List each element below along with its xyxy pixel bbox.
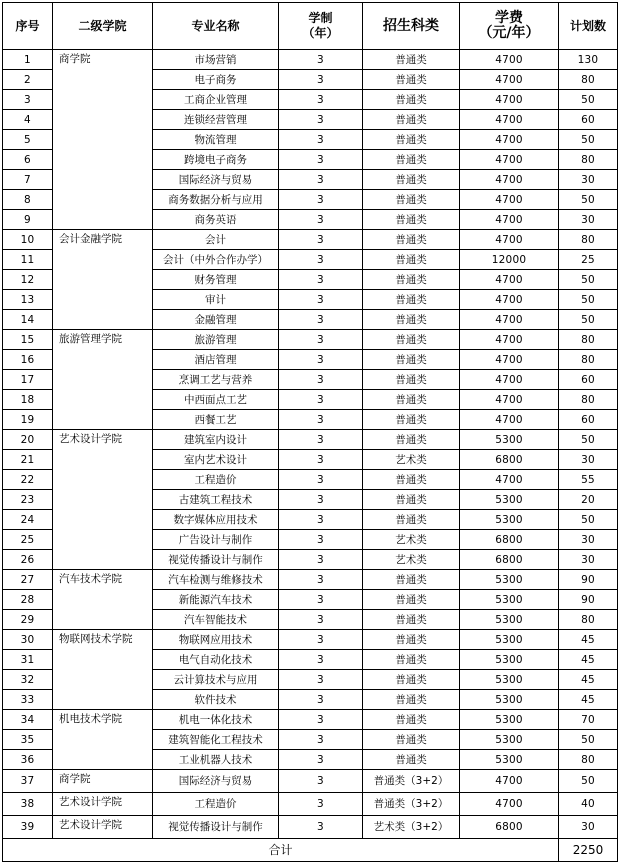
cell-major: 中西面点工艺 (153, 390, 279, 410)
cell-seq: 21 (3, 450, 53, 470)
cell-seq: 11 (3, 250, 53, 270)
cell-type: 普通类 (363, 710, 460, 730)
cell-type: 普通类 (363, 70, 460, 90)
cell-type: 普通类 (363, 110, 460, 130)
cell-plan: 50 (559, 90, 618, 110)
cell-fee: 4700 (460, 210, 559, 230)
cell-fee: 4700 (460, 170, 559, 190)
cell-fee: 6800 (460, 530, 559, 550)
cell-college: 物联网技术学院 (53, 630, 153, 710)
cell-type: 普通类 (363, 190, 460, 210)
cell-years: 3 (279, 730, 363, 750)
cell-seq: 26 (3, 550, 53, 570)
cell-plan: 45 (559, 690, 618, 710)
cell-years: 3 (279, 710, 363, 730)
table-row (3, 430, 618, 450)
cell-seq: 18 (3, 390, 53, 410)
cell-seq: 9 (3, 210, 53, 230)
cell-college: 机电技术学院 (53, 710, 153, 770)
cell-type: 普通类 (363, 630, 460, 650)
cell-fee: 4700 (460, 410, 559, 430)
table-row (3, 50, 618, 70)
cell-major: 电气自动化技术 (153, 650, 279, 670)
table-body (3, 50, 618, 839)
cell-major: 国际经济与贸易 (153, 170, 279, 190)
cell-type: 普通类 (363, 250, 460, 270)
cell-years: 3 (279, 610, 363, 630)
cell-fee: 4700 (460, 390, 559, 410)
cell-years: 3 (279, 150, 363, 170)
cell-fee: 4700 (460, 190, 559, 210)
cell-plan: 60 (559, 110, 618, 130)
cell-fee: 4700 (460, 90, 559, 110)
cell-plan: 130 (559, 50, 618, 70)
cell-fee: 5300 (460, 670, 559, 690)
cell-plan: 60 (559, 370, 618, 390)
cell-plan: 80 (559, 390, 618, 410)
header-row (3, 3, 618, 50)
cell-plan: 80 (559, 610, 618, 630)
cell-major: 建筑智能化工程技术 (153, 730, 279, 750)
cell-major: 视觉传播设计与制作 (153, 816, 279, 839)
cell-type: 普通类 (363, 350, 460, 370)
cell-seq: 31 (3, 650, 53, 670)
cell-fee: 5300 (460, 510, 559, 530)
cell-seq: 7 (3, 170, 53, 190)
cell-years: 3 (279, 70, 363, 90)
header-duration (279, 3, 363, 50)
cell-years: 3 (279, 470, 363, 490)
cell-plan: 45 (559, 670, 618, 690)
cell-major: 会计（中外合作办学） (153, 250, 279, 270)
header-fee (460, 3, 559, 50)
cell-plan: 80 (559, 230, 618, 250)
table-row (3, 570, 618, 590)
cell-fee: 4700 (460, 110, 559, 130)
cell-fee: 5300 (460, 610, 559, 630)
cell-seq: 20 (3, 430, 53, 450)
cell-fee: 5300 (460, 650, 559, 670)
cell-type: 普通类 (363, 330, 460, 350)
cell-years: 3 (279, 410, 363, 430)
cell-type: 普通类 (363, 470, 460, 490)
table-row (3, 230, 618, 250)
cell-fee: 6800 (460, 450, 559, 470)
cell-plan: 50 (559, 290, 618, 310)
cell-years: 3 (279, 570, 363, 590)
cell-type: 普通类 (363, 610, 460, 630)
cell-years: 3 (279, 250, 363, 270)
cell-plan: 30 (559, 450, 618, 470)
cell-plan: 50 (559, 310, 618, 330)
cell-years: 3 (279, 750, 363, 770)
cell-major: 市场营销 (153, 50, 279, 70)
header-college: 二级学院 (53, 3, 153, 50)
cell-plan: 25 (559, 250, 618, 270)
cell-fee: 4700 (460, 470, 559, 490)
cell-fee: 6800 (460, 816, 559, 839)
header-fee-line2: （元/年） (478, 25, 540, 41)
cell-seq: 4 (3, 110, 53, 130)
header-plan: 计划数 (559, 3, 618, 50)
cell-plan: 50 (559, 770, 618, 793)
cell-major: 会计 (153, 230, 279, 250)
cell-plan: 80 (559, 750, 618, 770)
cell-seq: 38 (3, 793, 53, 816)
cell-college: 汽车技术学院 (53, 570, 153, 630)
table-row (3, 816, 618, 839)
cell-college: 商学院 (53, 50, 153, 230)
cell-seq: 5 (3, 130, 53, 150)
cell-years: 3 (279, 130, 363, 150)
cell-major: 跨境电子商务 (153, 150, 279, 170)
cell-plan: 90 (559, 570, 618, 590)
cell-plan: 50 (559, 430, 618, 450)
cell-type: 普通类 (363, 690, 460, 710)
cell-seq: 15 (3, 330, 53, 350)
cell-fee: 4700 (460, 290, 559, 310)
enrollment-plan-table-wrapper (2, 2, 618, 862)
cell-major: 烹调工艺与营养 (153, 370, 279, 390)
cell-fee: 5300 (460, 570, 559, 590)
cell-fee: 5300 (460, 490, 559, 510)
cell-fee: 4700 (460, 130, 559, 150)
cell-fee: 4700 (460, 350, 559, 370)
cell-seq: 1 (3, 50, 53, 70)
header-type: 招生科类 (363, 3, 460, 50)
header-duration-line2: （年） (302, 26, 339, 40)
cell-seq: 23 (3, 490, 53, 510)
cell-college: 旅游管理学院 (53, 330, 153, 430)
cell-years: 3 (279, 770, 363, 793)
cell-type: 普通类 (363, 730, 460, 750)
cell-years: 3 (279, 430, 363, 450)
cell-seq: 28 (3, 590, 53, 610)
cell-college: 艺术设计学院 (53, 430, 153, 570)
cell-seq: 12 (3, 270, 53, 290)
cell-fee: 5300 (460, 690, 559, 710)
cell-major: 云计算技术与应用 (153, 670, 279, 690)
cell-major: 酒店管理 (153, 350, 279, 370)
cell-years: 3 (279, 310, 363, 330)
cell-years: 3 (279, 793, 363, 816)
cell-fee: 4700 (460, 270, 559, 290)
cell-years: 3 (279, 50, 363, 70)
cell-years: 3 (279, 270, 363, 290)
cell-fee: 4700 (460, 70, 559, 90)
cell-major: 国际经济与贸易 (153, 770, 279, 793)
cell-plan: 30 (559, 816, 618, 839)
cell-type: 普通类 (363, 650, 460, 670)
cell-plan: 50 (559, 510, 618, 530)
cell-type: 艺术类 (363, 530, 460, 550)
cell-years: 3 (279, 550, 363, 570)
table-row (3, 793, 618, 816)
cell-plan: 30 (559, 210, 618, 230)
cell-major: 连锁经营管理 (153, 110, 279, 130)
cell-college: 会计金融学院 (53, 230, 153, 330)
cell-fee: 5300 (460, 630, 559, 650)
cell-fee: 4700 (460, 793, 559, 816)
cell-fee: 4700 (460, 770, 559, 793)
cell-type: 普通类 (363, 490, 460, 510)
cell-major: 审计 (153, 290, 279, 310)
cell-fee: 5300 (460, 710, 559, 730)
cell-seq: 8 (3, 190, 53, 210)
enrollment-plan-table (2, 2, 618, 862)
cell-major: 工商企业管理 (153, 90, 279, 110)
cell-years: 3 (279, 390, 363, 410)
cell-type: 普通类 (363, 210, 460, 230)
cell-major: 新能源汽车技术 (153, 590, 279, 610)
cell-seq: 33 (3, 690, 53, 710)
cell-fee: 4700 (460, 310, 559, 330)
cell-years: 3 (279, 370, 363, 390)
cell-seq: 37 (3, 770, 53, 793)
cell-type: 普通类 (363, 150, 460, 170)
header-major: 专业名称 (153, 3, 279, 50)
cell-seq: 32 (3, 670, 53, 690)
cell-type: 普通类 (363, 230, 460, 250)
total-row (3, 839, 618, 862)
cell-plan: 80 (559, 350, 618, 370)
cell-fee: 4700 (460, 50, 559, 70)
cell-plan: 90 (559, 590, 618, 610)
cell-major: 室内艺术设计 (153, 450, 279, 470)
cell-seq: 19 (3, 410, 53, 430)
cell-seq: 25 (3, 530, 53, 550)
cell-seq: 39 (3, 816, 53, 839)
cell-years: 3 (279, 510, 363, 530)
header-seq: 序号 (3, 3, 53, 50)
cell-years: 3 (279, 816, 363, 839)
cell-fee: 5300 (460, 430, 559, 450)
table-row (3, 710, 618, 730)
cell-years: 3 (279, 350, 363, 370)
cell-plan: 45 (559, 630, 618, 650)
cell-type: 普通类 (363, 50, 460, 70)
total-label: 合计 (3, 839, 559, 862)
cell-type: 普通类 (363, 590, 460, 610)
header-fee-line1: 学费 (495, 10, 523, 26)
cell-major: 软件技术 (153, 690, 279, 710)
cell-seq: 3 (3, 90, 53, 110)
cell-years: 3 (279, 490, 363, 510)
table-footer (3, 839, 618, 862)
cell-college: 艺术设计学院 (53, 793, 153, 816)
table-row (3, 330, 618, 350)
cell-major: 财务管理 (153, 270, 279, 290)
cell-years: 3 (279, 630, 363, 650)
cell-seq: 27 (3, 570, 53, 590)
cell-type: 普通类（3+2） (363, 770, 460, 793)
cell-fee: 5300 (460, 730, 559, 750)
cell-seq: 2 (3, 70, 53, 90)
cell-type: 普通类 (363, 750, 460, 770)
cell-plan: 70 (559, 710, 618, 730)
cell-years: 3 (279, 290, 363, 310)
table-row (3, 770, 618, 793)
cell-plan: 60 (559, 410, 618, 430)
cell-years: 3 (279, 110, 363, 130)
cell-major: 工业机器人技术 (153, 750, 279, 770)
cell-years: 3 (279, 190, 363, 210)
cell-plan: 30 (559, 530, 618, 550)
cell-fee: 4700 (460, 230, 559, 250)
header-duration-line1: 学制 (308, 11, 333, 25)
cell-seq: 13 (3, 290, 53, 310)
cell-seq: 10 (3, 230, 53, 250)
cell-seq: 36 (3, 750, 53, 770)
cell-major: 汽车智能技术 (153, 610, 279, 630)
cell-years: 3 (279, 170, 363, 190)
cell-plan: 80 (559, 150, 618, 170)
cell-plan: 80 (559, 70, 618, 90)
table-header (3, 3, 618, 50)
cell-major: 机电一体化技术 (153, 710, 279, 730)
cell-seq: 17 (3, 370, 53, 390)
cell-type: 普通类 (363, 370, 460, 390)
cell-seq: 35 (3, 730, 53, 750)
cell-fee: 5300 (460, 590, 559, 610)
cell-major: 商务数据分析与应用 (153, 190, 279, 210)
cell-plan: 55 (559, 470, 618, 490)
cell-plan: 50 (559, 730, 618, 750)
cell-seq: 30 (3, 630, 53, 650)
cell-years: 3 (279, 230, 363, 250)
cell-type: 艺术类 (363, 450, 460, 470)
cell-major: 汽车检测与维修技术 (153, 570, 279, 590)
cell-type: 普通类 (363, 390, 460, 410)
cell-seq: 29 (3, 610, 53, 630)
cell-type: 普通类 (363, 510, 460, 530)
cell-type: 普通类 (363, 130, 460, 150)
cell-major: 电子商务 (153, 70, 279, 90)
cell-major: 西餐工艺 (153, 410, 279, 430)
total-value: 2250 (559, 839, 618, 862)
cell-seq: 16 (3, 350, 53, 370)
cell-major: 工程造价 (153, 793, 279, 816)
cell-plan: 20 (559, 490, 618, 510)
cell-seq: 22 (3, 470, 53, 490)
cell-years: 3 (279, 210, 363, 230)
cell-years: 3 (279, 670, 363, 690)
cell-major: 物联网应用技术 (153, 630, 279, 650)
cell-fee: 4700 (460, 150, 559, 170)
cell-type: 普通类 (363, 310, 460, 330)
cell-major: 金融管理 (153, 310, 279, 330)
cell-plan: 80 (559, 330, 618, 350)
cell-years: 3 (279, 590, 363, 610)
cell-years: 3 (279, 90, 363, 110)
cell-college: 商学院 (53, 770, 153, 793)
cell-type: 普通类 (363, 270, 460, 290)
cell-seq: 34 (3, 710, 53, 730)
cell-major: 旅游管理 (153, 330, 279, 350)
cell-years: 3 (279, 530, 363, 550)
cell-type: 普通类 (363, 570, 460, 590)
cell-major: 视觉传播设计与制作 (153, 550, 279, 570)
cell-years: 3 (279, 330, 363, 350)
cell-plan: 40 (559, 793, 618, 816)
cell-major: 工程造价 (153, 470, 279, 490)
cell-fee: 4700 (460, 370, 559, 390)
cell-fee: 5300 (460, 750, 559, 770)
cell-years: 3 (279, 690, 363, 710)
cell-plan: 30 (559, 550, 618, 570)
cell-seq: 14 (3, 310, 53, 330)
cell-years: 3 (279, 650, 363, 670)
cell-plan: 45 (559, 650, 618, 670)
cell-major: 数字媒体应用技术 (153, 510, 279, 530)
cell-major: 物流管理 (153, 130, 279, 150)
cell-type: 普通类 (363, 410, 460, 430)
cell-type: 普通类 (363, 430, 460, 450)
cell-seq: 6 (3, 150, 53, 170)
cell-plan: 50 (559, 130, 618, 150)
cell-type: 普通类 (363, 90, 460, 110)
cell-type: 普通类 (363, 670, 460, 690)
cell-college: 艺术设计学院 (53, 816, 153, 839)
cell-type: 艺术类 (363, 550, 460, 570)
cell-seq: 24 (3, 510, 53, 530)
cell-major: 古建筑工程技术 (153, 490, 279, 510)
cell-type: 艺术类（3+2） (363, 816, 460, 839)
cell-fee: 12000 (460, 250, 559, 270)
table-row (3, 630, 618, 650)
cell-type: 普通类 (363, 170, 460, 190)
cell-major: 建筑室内设计 (153, 430, 279, 450)
cell-fee: 6800 (460, 550, 559, 570)
cell-fee: 4700 (460, 330, 559, 350)
cell-plan: 50 (559, 190, 618, 210)
cell-type: 普通类 (363, 290, 460, 310)
cell-major: 广告设计与制作 (153, 530, 279, 550)
cell-plan: 50 (559, 270, 618, 290)
cell-years: 3 (279, 450, 363, 470)
cell-plan: 30 (559, 170, 618, 190)
cell-type: 普通类（3+2） (363, 793, 460, 816)
cell-major: 商务英语 (153, 210, 279, 230)
